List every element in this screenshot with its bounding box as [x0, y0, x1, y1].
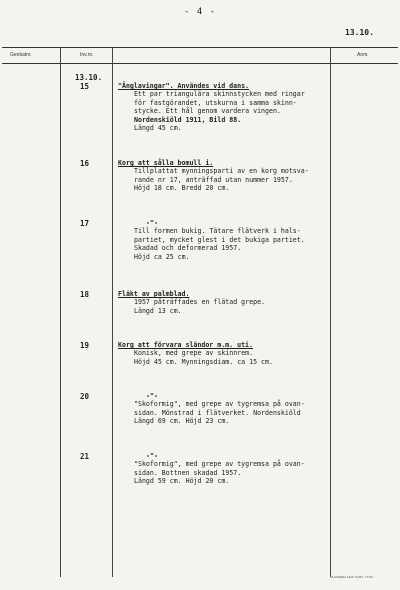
entry-number: 19 [80, 341, 90, 350]
entry-line: Ett par triangulära skinnstycken med ringar [134, 90, 305, 99]
entry-number: 18 [80, 290, 90, 299]
entry-line: Tillplattat mynningsparti av en korg motsva- [134, 167, 309, 176]
column-header-invnr: Inv.nr. [80, 52, 94, 58]
entry-line: Nordenskiöld 1911, Bild 88. [134, 115, 242, 124]
header-top-rule [2, 47, 398, 48]
entry-line: för fastgörandet, utskurna i samma skinn- [134, 98, 297, 107]
entry-line: sidan. Bottnen skadad 1957. [134, 468, 242, 477]
entry-title: "Änglavingar". Användes vid dans. [118, 82, 250, 90]
entry-body [118, 219, 340, 261]
column-header-genkatnr: Genkatnr. [10, 52, 32, 58]
entry-line: partiet, mycket glest i det bukiga partiet. [134, 235, 305, 244]
printer-mark: SLANDERA 1949. 5.000. 7.5.50. [330, 575, 374, 579]
entry-line: Höjd 18 cm. Bredd 20 cm. [134, 184, 230, 193]
entry-title: Korg att förvara sländor m.m. uti. [118, 341, 253, 349]
entry-body [118, 159, 340, 193]
ditto-mark: -"- [146, 219, 158, 227]
entry-title: Fläkt av palmblad. [118, 290, 190, 298]
entry-number: 21 [80, 452, 90, 461]
entry-line: sidan. Mönstrad i flätverket. Nordenskiöld [134, 408, 301, 417]
corner-reference: 13.10. [345, 28, 374, 37]
entry-line: Längd 13 cm. [134, 306, 182, 315]
ditto-mark: -"- [146, 452, 158, 460]
entry-line: Till formen bukig. Tätare flätverk i hals- [134, 227, 301, 236]
entry-body [118, 82, 340, 132]
entry-line: "Skoformig", med grepe av tygremsa på ovan- [134, 460, 305, 469]
entry-number: 17 [80, 219, 90, 228]
entry-line: Skadad och deformerad 1957. [134, 244, 242, 253]
column-rule-2 [112, 47, 113, 577]
header-bottom-rule [2, 63, 398, 64]
ditto-mark: -"- [146, 392, 158, 400]
entry-body [118, 452, 340, 486]
entry-line: Längd 45 cm. [134, 124, 182, 133]
entry-title: Korg att sålla bomull i. [118, 159, 214, 167]
entry-line: Konisk, med grepe av skinnrem. [134, 349, 254, 358]
column-header-anm: Anm. [357, 52, 369, 58]
page-number: - 4 - [184, 7, 217, 17]
entry-line: Höjd 45 cm. Mynningsdiam. ca 15 cm. [134, 357, 273, 366]
entry-number: 20 [80, 392, 90, 401]
entry-number: 16 [80, 159, 90, 168]
entry-line: Längd 69 cm. Höjd 23 cm. [134, 417, 230, 426]
entry-line: 1957 påträffades en flätad grepe. [134, 298, 266, 307]
entry-line: stycke. Ett hål genom vardera vingen. [134, 107, 281, 116]
entry-line: Höjd ca 25 cm. [134, 252, 190, 261]
entry-line: rande nr 17, anträffad utan nummer 1957. [134, 175, 293, 184]
entry-number: 15 [80, 82, 90, 91]
entry-date: 13.10. [75, 73, 103, 82]
entry-line: Längd 59 cm. Höjd 20 cm. [134, 477, 230, 486]
entry-body [118, 341, 340, 366]
entry-body [118, 392, 340, 426]
entry-line: "Skoformig", med grepe av tygremsa på ovan- [134, 400, 305, 409]
column-rule-1 [60, 47, 61, 577]
entry-body [118, 290, 340, 315]
